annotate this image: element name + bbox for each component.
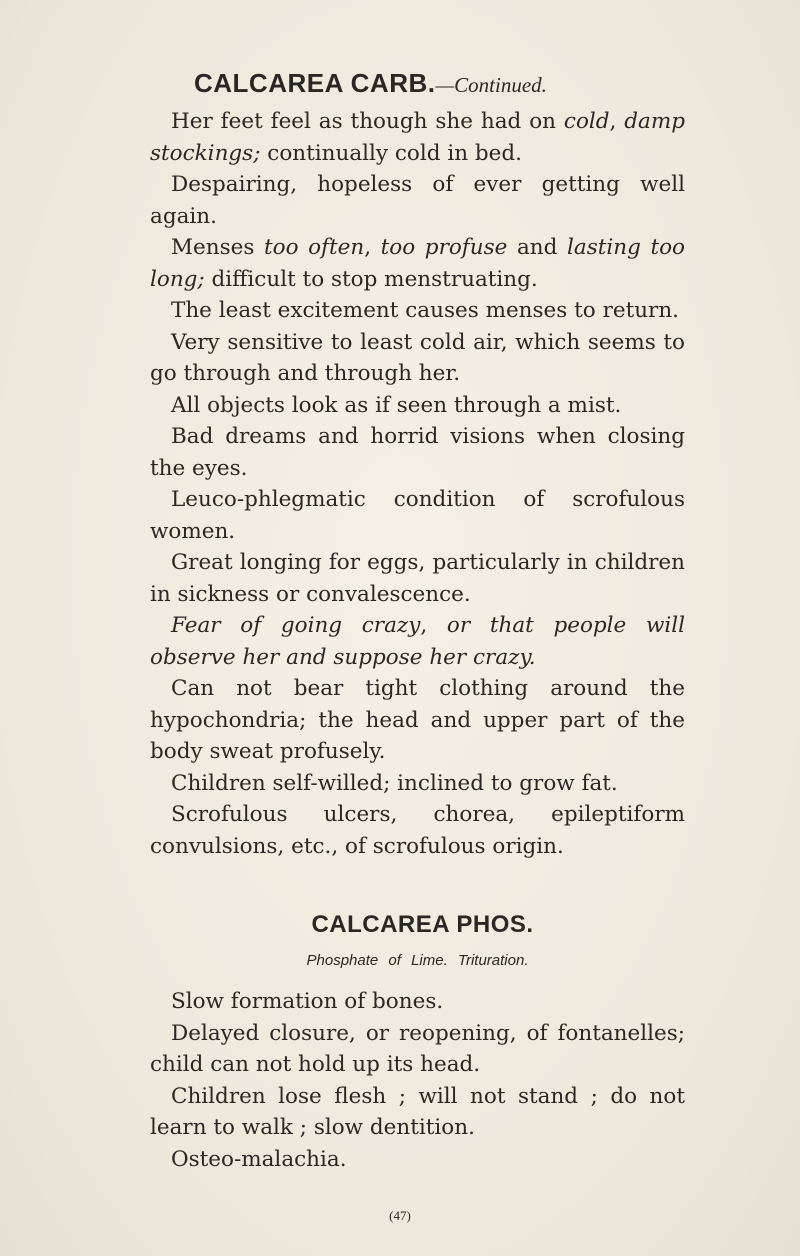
emphasized-text: too profuse: [380, 235, 508, 260]
entry-text: ,: [364, 235, 381, 260]
symptom-entry: [150, 421, 685, 484]
symptom-entry: [150, 610, 685, 673]
symptom-entry: [150, 1144, 685, 1176]
entry-text: Slow formation of bones.: [171, 989, 444, 1014]
emphasized-text: Fear of going crazy: [171, 613, 421, 638]
entry-text: Menses: [171, 235, 264, 260]
entry-text: Children self-willed; inclined to grow fat.: [171, 770, 618, 796]
symptom-entry: [150, 169, 685, 232]
symptom-list-calcarea-phos: [150, 986, 685, 1175]
entry-text: ,: [420, 613, 447, 638]
emphasized-text: cold: [563, 109, 610, 134]
entry-text: ,: [609, 109, 625, 134]
symptom-entry: [150, 1018, 685, 1081]
page-content: [150, 64, 685, 1175]
symptom-entry: [150, 799, 685, 862]
entry-text: difficult to stop menstruating.: [204, 266, 538, 292]
symptom-entry: [150, 768, 685, 800]
page-number: (47): [389, 1208, 411, 1223]
symptom-entry: [150, 673, 685, 768]
emphasized-text: too often: [263, 235, 365, 260]
section-calcarea-phos: [150, 908, 685, 1175]
heading-text: CALCAREA CARB.: [194, 68, 436, 98]
emphasized-text: lasting too long;: [150, 235, 685, 292]
entry-text: The least excitement causes menses to return.: [171, 298, 680, 323]
entry-text: Bad dreams and horrid visions when closing the eyes.: [150, 424, 685, 481]
entry-text: Great longing for eggs, particularly in children in sickness or convalescence.: [150, 550, 685, 607]
symptom-entry: [150, 327, 685, 390]
section-heading-calcarea-carb: [194, 64, 685, 104]
entry-text: Osteo-malachia.: [171, 1146, 347, 1172]
section-heading-calcarea-phos: CALCAREA PHOS.: [311, 911, 534, 938]
symptom-entry: [150, 484, 685, 547]
symptom-entry: [150, 547, 685, 610]
emphasized-text: damp stockings;: [150, 109, 686, 166]
section-subtitle: Phosphate of Lime. Trituration.: [306, 952, 529, 969]
symptom-entry: [150, 106, 685, 169]
entry-text: and: [507, 235, 567, 260]
entry-text: Delayed closure, or reopening, of fontanelles; child can not hold up its head.: [150, 1020, 685, 1077]
symptom-list-calcarea-carb: [150, 106, 685, 862]
emphasized-text: or that people will observe her and suppose her crazy.: [150, 613, 686, 670]
entry-text: Despairing, hopeless of ever getting well again.: [150, 172, 685, 229]
symptom-entry: [150, 986, 685, 1018]
entry-text: Her feet feel as though she had on: [171, 109, 564, 134]
entry-text: Scrofulous ulcers, chorea, epileptiform convulsions, etc., of scrofulous origin.: [150, 802, 685, 859]
entry-text: Leuco-phlegmatic condition of scrofulous women.: [150, 487, 685, 544]
symptom-entry: [150, 232, 685, 295]
heading-continued: —Continued.: [435, 73, 547, 97]
symptom-entry: [150, 390, 685, 422]
entry-text: Can not bear tight clothing around the hypochondria; the head and upper part of the body sweat profusely.: [150, 676, 685, 764]
symptom-entry: [150, 295, 685, 327]
entry-text: Very sensitive to least cold air, which seems to go through and through her.: [150, 329, 685, 386]
entry-text: continually cold in bed.: [260, 140, 522, 166]
entry-text: All objects look as if seen through a mist.: [171, 392, 622, 418]
entry-text: Children lose flesh ; will not stand ; do not learn to walk ; slow dentition.: [150, 1083, 685, 1140]
symptom-entry: [150, 1081, 685, 1144]
